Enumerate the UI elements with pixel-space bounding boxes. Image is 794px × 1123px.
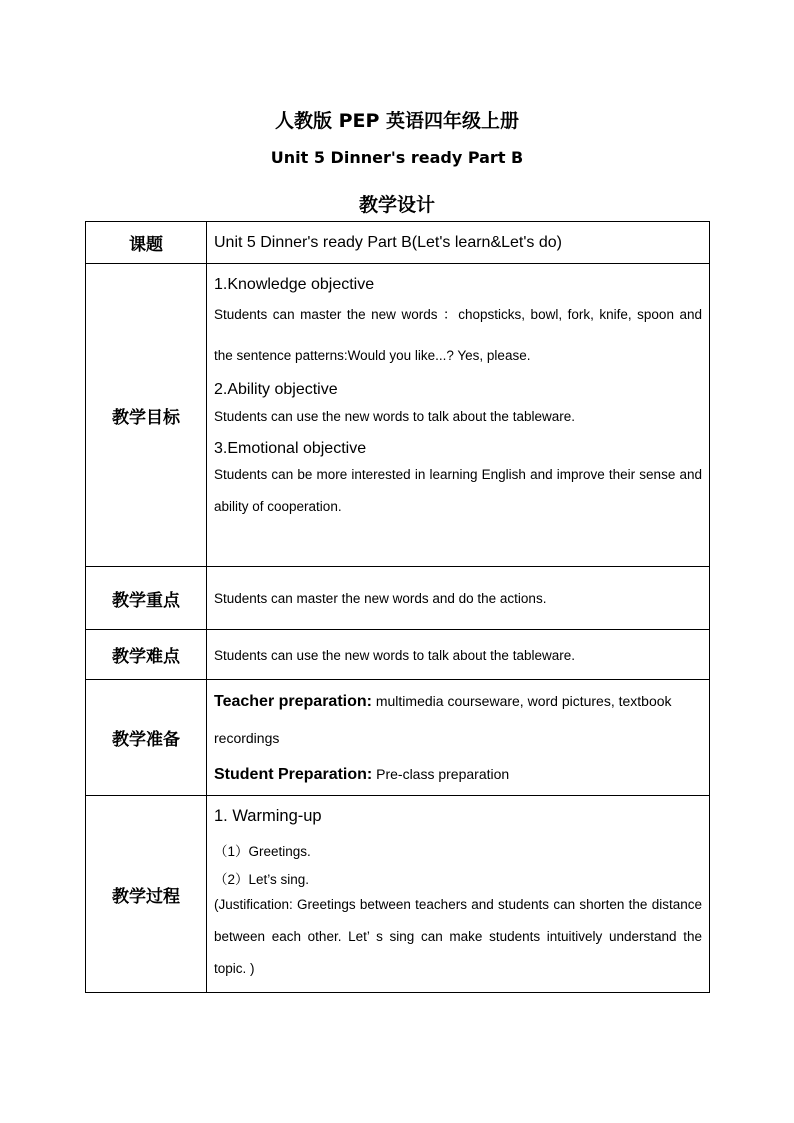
table-row-difficulties bbox=[86, 630, 710, 680]
table-row-preparation bbox=[86, 680, 710, 796]
knowledge-text: Students can master the new words ：chopsticks, bowl, fork, knife, spoon and the sentence patterns:Would you like...? Yes, please. bbox=[214, 307, 702, 363]
process-step-sing: （2）Let’s sing. bbox=[214, 872, 310, 887]
table-row-topic bbox=[86, 222, 710, 264]
ability-text: Students can use the new words to talk about the tableware. bbox=[214, 409, 575, 424]
teacher-preparation-text: multimedia courseware, word pictures, textbook recordings bbox=[214, 692, 672, 746]
unit-subtitle: Unit 5 Dinner's ready Part B bbox=[270, 148, 524, 167]
emotional-heading: 3.Emotional objective bbox=[214, 440, 367, 457]
student-preparation-lead: Student Preparation: bbox=[214, 765, 373, 783]
difficulties-label: 教学难点 bbox=[86, 630, 207, 680]
key-points-value: Students can master the new words and do the actions. bbox=[214, 591, 547, 606]
knowledge-heading: 1.Knowledge objective bbox=[214, 276, 375, 293]
process-cell bbox=[207, 796, 710, 993]
student-preparation bbox=[214, 756, 702, 793]
design-heading: 教学设计 bbox=[358, 194, 435, 216]
process-justification: (Justification: Greetings between teachers and students can shorten the distance between each other. Let’ s sing can make students intuitively understand the topic. ) bbox=[214, 897, 702, 976]
topic-label: 课题 bbox=[86, 222, 207, 264]
table-row-objectives bbox=[86, 264, 710, 567]
document-title: 人教版 PEP 英语四年级上册 bbox=[274, 110, 520, 132]
ability-heading: 2.Ability objective bbox=[214, 381, 338, 398]
preparation-label: 教学准备 bbox=[86, 680, 207, 796]
difficulties-value: Students can use the new words to talk about the tableware. bbox=[214, 647, 575, 663]
objectives-label: 教学目标 bbox=[86, 264, 207, 567]
student-preparation-text: Pre-class preparation bbox=[372, 765, 510, 782]
table-row-key-points bbox=[86, 567, 710, 630]
topic-value: Unit 5 Dinner's ready Part B(Let's learn&Let's do) bbox=[214, 233, 562, 251]
table-row-process bbox=[86, 796, 710, 993]
preparation-cell bbox=[207, 680, 710, 796]
difficulties-cell bbox=[207, 630, 710, 680]
key-points-cell bbox=[207, 567, 710, 630]
warming-up-heading: 1. Warming-up bbox=[214, 807, 322, 825]
objectives-cell bbox=[207, 264, 710, 567]
process-step-greetings: （1）Greetings. bbox=[214, 844, 311, 859]
topic-cell bbox=[207, 222, 710, 264]
emotional-text: Students can be more interested in learning English and improve their sense and ability of cooperation. bbox=[214, 467, 702, 514]
teacher-preparation bbox=[214, 683, 702, 756]
key-points-label: 教学重点 bbox=[86, 567, 207, 630]
lesson-plan-table bbox=[85, 221, 710, 993]
process-label: 教学过程 bbox=[86, 796, 207, 993]
teacher-preparation-lead: Teacher preparation: bbox=[214, 692, 372, 710]
